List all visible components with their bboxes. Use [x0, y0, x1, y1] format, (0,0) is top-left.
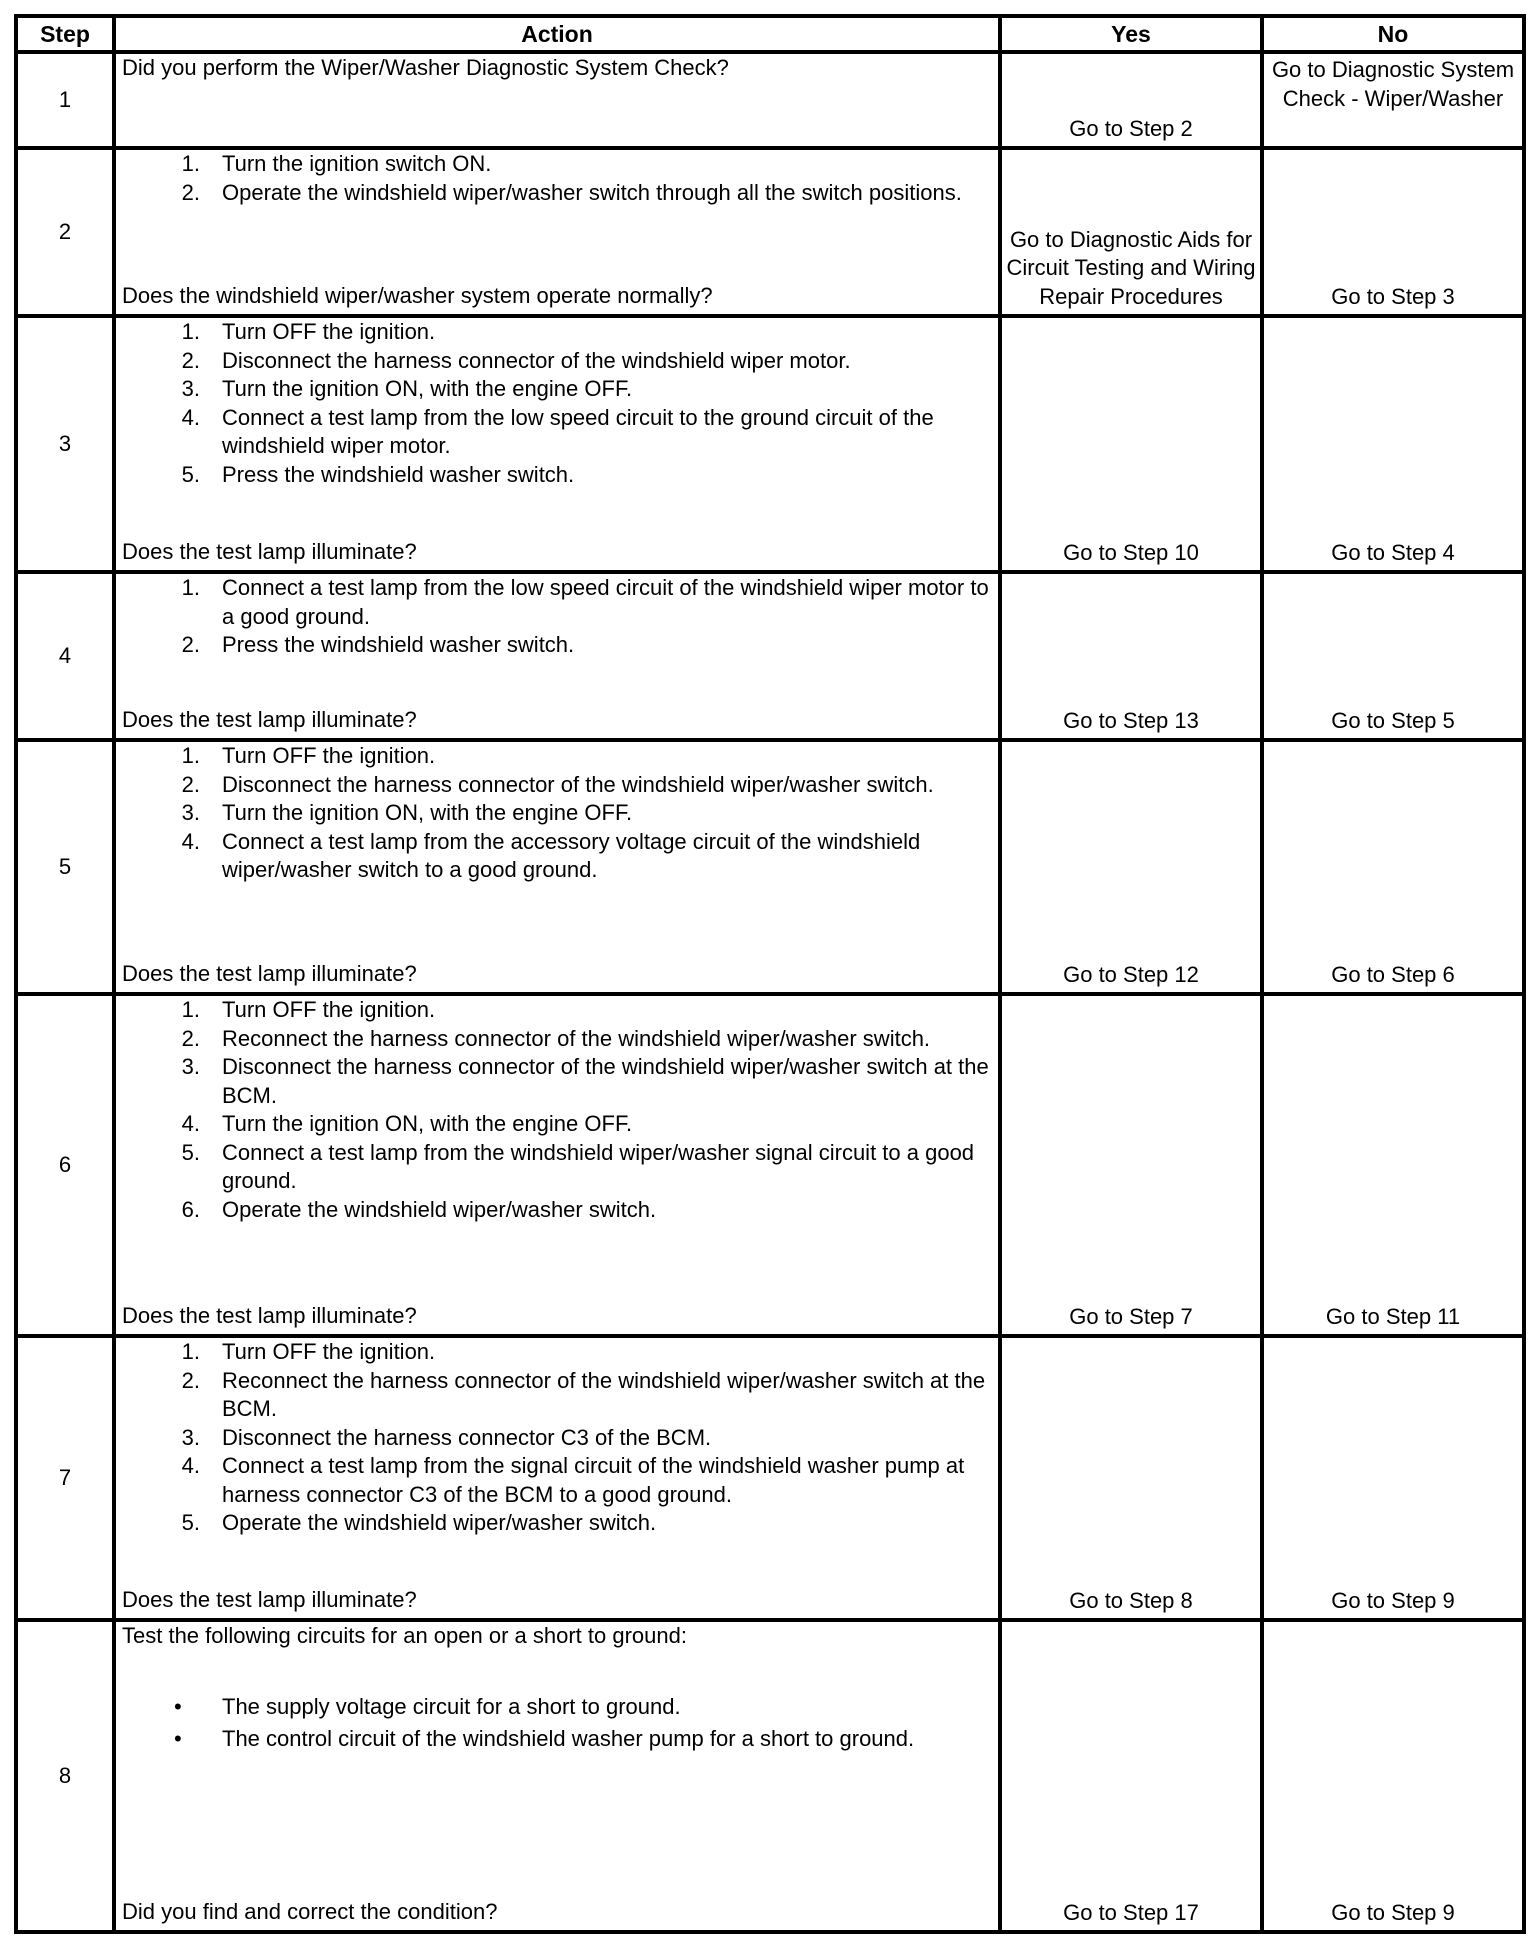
table-row: [16, 148, 1524, 316]
list-item: [122, 574, 994, 631]
action-cell: [114, 316, 1000, 572]
list-item-number: 3.: [181, 800, 200, 825]
list-item-text: Disconnect the harness connector of the windshield wiper/washer switch at the BCM.: [222, 1054, 989, 1108]
list-item-text: Turn the ignition ON, with the engine OFF.: [222, 800, 633, 825]
action-question: Does the test lamp illuminate?: [122, 960, 417, 986]
list-item-number: 2.: [181, 179, 200, 205]
step-number: 2: [16, 148, 114, 316]
list-item-number: 6.: [181, 1196, 200, 1222]
numbered-list: [122, 574, 994, 660]
list-item-number: 1.: [181, 743, 200, 768]
list-item-number: 2.: [181, 771, 200, 797]
list-item-number: 4.: [181, 828, 200, 854]
yes-result: Go to Step 8: [1000, 1336, 1262, 1620]
list-item-number: 1.: [181, 997, 200, 1022]
list-item-number: 1.: [181, 319, 200, 344]
list-item-text: Turn OFF the ignition.: [222, 743, 436, 768]
list-item: [122, 1110, 994, 1139]
list-item-text: Turn the ignition ON, with the engine OFF.: [222, 1111, 633, 1136]
bullet-item: [122, 1693, 994, 1722]
list-item: [122, 996, 994, 1025]
list-item-text: Connect a test lamp from the low speed circuit to the ground circuit of the windshield wiper motor.: [222, 404, 934, 458]
list-item-text: Turn the ignition switch ON.: [222, 151, 492, 176]
list-item: [122, 1025, 994, 1054]
list-item: [122, 1053, 994, 1110]
step-number: 1: [16, 52, 114, 148]
bullet-icon: •: [174, 1726, 182, 1751]
step-number: 6: [16, 994, 114, 1336]
diagnostic-table: [14, 14, 1526, 1934]
list-item-text: Press the windshield washer switch.: [222, 632, 575, 657]
action-intro: Test the following circuits for an open or a short to ground:: [122, 1623, 687, 1648]
list-item-number: 1.: [181, 151, 200, 176]
header-no: No: [1262, 16, 1524, 52]
list-item-number: 1.: [181, 1339, 200, 1364]
no-result: Go to Step 6: [1262, 740, 1524, 994]
header-action: Action: [114, 16, 1000, 52]
list-item: [122, 375, 994, 404]
list-item-text: Connect a test lamp from the signal circuit of the windshield washer pump at harness connector C3 of the BCM to a good ground.: [222, 1453, 965, 1507]
no-result: Go to Step 11: [1262, 994, 1524, 1336]
list-item-text: Connect a test lamp from the windshield wiper/washer signal circuit to a good ground.: [222, 1139, 975, 1193]
list-item-text: Reconnect the harness connector of the windshield wiper/washer switch.: [222, 1025, 931, 1051]
list-item: [122, 404, 994, 461]
list-item-text: Connect a test lamp from the low speed circuit of the windshield wiper motor to a good ground.: [222, 575, 989, 629]
list-item: [122, 1367, 994, 1424]
list-item-number: 1.: [181, 575, 200, 600]
action-question: Did you find and correct the condition?: [122, 1898, 498, 1924]
list-item-text: Turn the ignition ON, with the engine OFF.: [222, 376, 633, 401]
list-item: [122, 742, 994, 771]
list-item: [122, 1139, 994, 1196]
list-item: [122, 318, 994, 347]
yes-result: Go to Step 13: [1000, 572, 1262, 740]
step-number: 3: [16, 316, 114, 572]
action-cell: [114, 148, 1000, 316]
action-cell: [114, 52, 1000, 148]
numbered-list: [122, 996, 994, 1224]
action-intro: Did you perform the Wiper/Washer Diagnostic System Check?: [122, 55, 729, 80]
list-item: [122, 799, 994, 828]
list-item-text: Turn OFF the ignition.: [222, 319, 436, 344]
list-item-number: 5.: [181, 1139, 200, 1165]
no-result: Go to Step 4: [1262, 316, 1524, 572]
list-item-number: 5.: [181, 461, 200, 487]
list-item-number: 2.: [181, 1367, 200, 1393]
list-item-text: Press the windshield washer switch.: [222, 461, 575, 487]
header-yes: Yes: [1000, 16, 1262, 52]
numbered-list: [122, 1338, 994, 1538]
yes-result: Go to Step 12: [1000, 740, 1262, 994]
list-item: [122, 179, 994, 208]
table-row: [16, 994, 1524, 1336]
list-item: [122, 461, 994, 490]
bullet-text: The supply voltage circuit for a short to ground.: [222, 1693, 681, 1719]
action-question: Does the test lamp illuminate?: [122, 1302, 417, 1328]
list-item-text: Disconnect the harness connector of the windshield wiper/washer switch.: [222, 771, 934, 797]
list-item-number: 2.: [181, 632, 200, 657]
bullet-list: [122, 1693, 994, 1754]
list-item-number: 3.: [181, 1054, 200, 1079]
list-item: [122, 1338, 994, 1367]
list-item-text: Reconnect the harness connector of the windshield wiper/washer switch at the BCM.: [222, 1367, 986, 1421]
list-item: [122, 631, 994, 660]
step-number: 8: [16, 1620, 114, 1932]
list-item-number: 3.: [181, 376, 200, 401]
list-item-text: Operate the windshield wiper/washer switch through all the switch positions.: [222, 179, 962, 205]
action-question: Does the test lamp illuminate?: [122, 538, 417, 564]
table-row: [16, 52, 1524, 148]
yes-result: Go to Step 7: [1000, 994, 1262, 1336]
no-result: Go to Diagnostic System Check - Wiper/Washer: [1262, 52, 1524, 148]
list-item: [122, 828, 994, 885]
step-number: 5: [16, 740, 114, 994]
list-item-number: 4.: [181, 404, 200, 430]
step-number: 7: [16, 1336, 114, 1620]
list-item-text: Operate the windshield wiper/washer switch.: [222, 1196, 657, 1222]
list-item-text: Turn OFF the ignition.: [222, 997, 436, 1022]
numbered-list: [122, 318, 994, 489]
step-number: 4: [16, 572, 114, 740]
header-step: Step: [16, 16, 114, 52]
list-item-text: Disconnect the harness connector C3 of the BCM.: [222, 1424, 712, 1450]
list-item: [122, 1509, 994, 1538]
list-item-number: 5.: [181, 1510, 200, 1535]
list-item-number: 2.: [181, 347, 200, 373]
table-row: [16, 1620, 1524, 1932]
yes-result: Go to Step 17: [1000, 1620, 1262, 1932]
list-item-text: Connect a test lamp from the accessory voltage circuit of the windshield wiper/washer switch to a good ground.: [222, 828, 921, 882]
action-cell: [114, 1336, 1000, 1620]
list-item-text: Disconnect the harness connector of the windshield wiper motor.: [222, 347, 851, 373]
action-question: Does the windshield wiper/washer system operate normally?: [122, 282, 713, 308]
yes-result: Go to Diagnostic Aids for Circuit Testing and Wiring Repair Procedures: [1000, 148, 1262, 316]
table-row: [16, 572, 1524, 740]
list-item: [122, 347, 994, 376]
action-question: Does the test lamp illuminate?: [122, 706, 417, 732]
list-item: [122, 1196, 994, 1225]
list-item: [122, 1424, 994, 1453]
header-row: [16, 16, 1524, 52]
bullet-item: [122, 1725, 994, 1754]
action-cell: [114, 572, 1000, 740]
list-item-number: 3.: [181, 1424, 200, 1450]
table-row: [16, 1336, 1524, 1620]
list-item: [122, 1452, 994, 1509]
list-item-number: 4.: [181, 1111, 200, 1136]
list-item: [122, 771, 994, 800]
action-cell: [114, 1620, 1000, 1932]
no-result: Go to Step 3: [1262, 148, 1524, 316]
yes-result: Go to Step 2: [1000, 52, 1262, 148]
table-row: [16, 316, 1524, 572]
numbered-list: [122, 742, 994, 885]
list-item: [122, 150, 994, 179]
no-result: Go to Step 5: [1262, 572, 1524, 740]
action-question: Does the test lamp illuminate?: [122, 1586, 417, 1612]
list-item-number: 4.: [181, 1453, 200, 1478]
bullet-text: The control circuit of the windshield washer pump for a short to ground.: [222, 1726, 915, 1751]
table-row: [16, 740, 1524, 994]
no-result: Go to Step 9: [1262, 1620, 1524, 1932]
yes-result: Go to Step 10: [1000, 316, 1262, 572]
list-item-text: Operate the windshield wiper/washer switch.: [222, 1510, 657, 1535]
list-item-text: Turn OFF the ignition.: [222, 1339, 436, 1364]
list-item-number: 2.: [181, 1025, 200, 1051]
action-cell: [114, 994, 1000, 1336]
action-cell: [114, 740, 1000, 994]
numbered-list: [122, 150, 994, 207]
bullet-icon: •: [174, 1693, 182, 1719]
no-result: Go to Step 9: [1262, 1336, 1524, 1620]
